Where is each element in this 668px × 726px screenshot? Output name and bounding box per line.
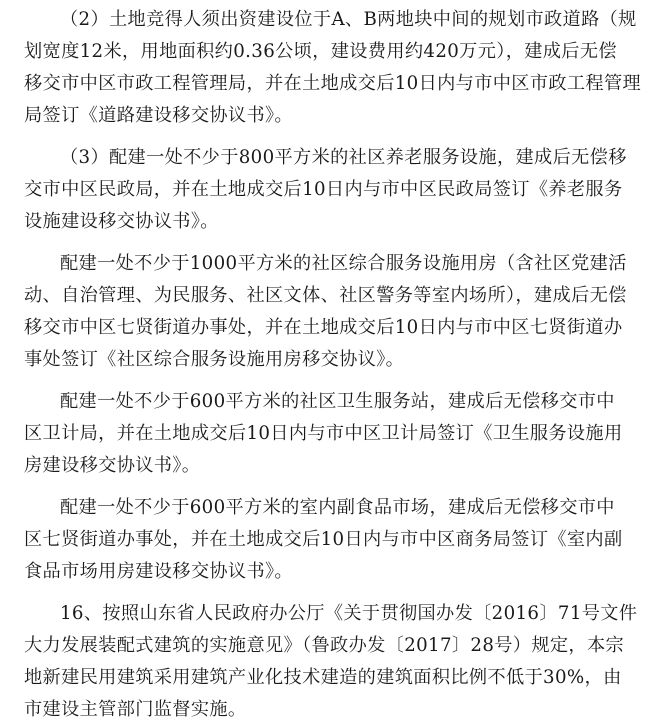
paragraph-road-construction: [24, 4, 644, 132]
text-line: 划宽度12米，用地面积约0.36公顷，建设费用约420万元），建成后无偿: [24, 41, 617, 62]
text-line: 移交市中区市政工程管理局，并在土地成交后10日内与市中区市政工程管理: [24, 73, 642, 94]
paragraph-prefab-buildings: [24, 598, 644, 726]
text-line: 食品市场用房建设移交协议书》。: [24, 561, 293, 582]
text-line: （3）配建一处不少于800平方米的社区养老服务设施，建成后无偿移: [60, 147, 627, 168]
text-line: 事处签订《社区综合服务设施用房移交协议》。: [24, 349, 405, 370]
text-line: 配建一处不少于600平方米的室内副食品市场，建成后无偿移交市中: [60, 497, 615, 518]
text-line: 区七贤街道办事处，并在土地成交后10日内与市中区商务局签订《室内副: [24, 529, 623, 550]
text-line: 交市中区民政局，并在土地成交后10日内与市中区民政局签订《养老服务: [24, 179, 623, 200]
text-line: 局签订《道路建设移交协议书》。: [24, 105, 293, 126]
text-line: 设施建设移交协议书》。: [24, 211, 219, 232]
text-line: 配建一处不少于600平方米的社区卫生服务站，建成后无偿移交市中: [60, 391, 615, 412]
paragraph-health-station: [24, 386, 644, 482]
text-line: 配建一处不少于1000平方米的社区综合服务设施用房（含社区党建活: [60, 253, 627, 274]
text-line: 区卫计局，并在土地成交后10日内与市中区卫计局签订《卫生服务设施用: [24, 423, 623, 444]
text-line: 地新建民用建筑采用建筑产业化技术建造的建筑面积比例不低于30%，由: [24, 667, 622, 688]
text-line: 移交市中区七贤街道办事处，并在土地成交后10日内与市中区七贤街道办: [24, 317, 623, 338]
paragraph-elderly-care: [24, 142, 644, 238]
text-line: 大力发展装配式建筑的实施意见》（鲁政办发〔2017〕28号）规定，本宗: [24, 635, 625, 656]
text-line: 房建设移交协议书》。: [24, 455, 201, 476]
text-line: （2）土地竞得人须出资建设位于A、B两地块中间的规划市政道路（规: [60, 9, 637, 30]
text-line: 市建设主管部门监督实施。: [24, 699, 247, 720]
text-line: 动、自治管理、为民服务、社区文体、社区警务等室内场所），建成后无偿: [24, 285, 627, 306]
paragraph-food-market: [24, 492, 644, 588]
paragraph-community-service: [24, 248, 644, 376]
text-line: 16、按照山东省人民政府办公厅《关于贯彻国办发〔2016〕71号文件: [60, 603, 638, 624]
